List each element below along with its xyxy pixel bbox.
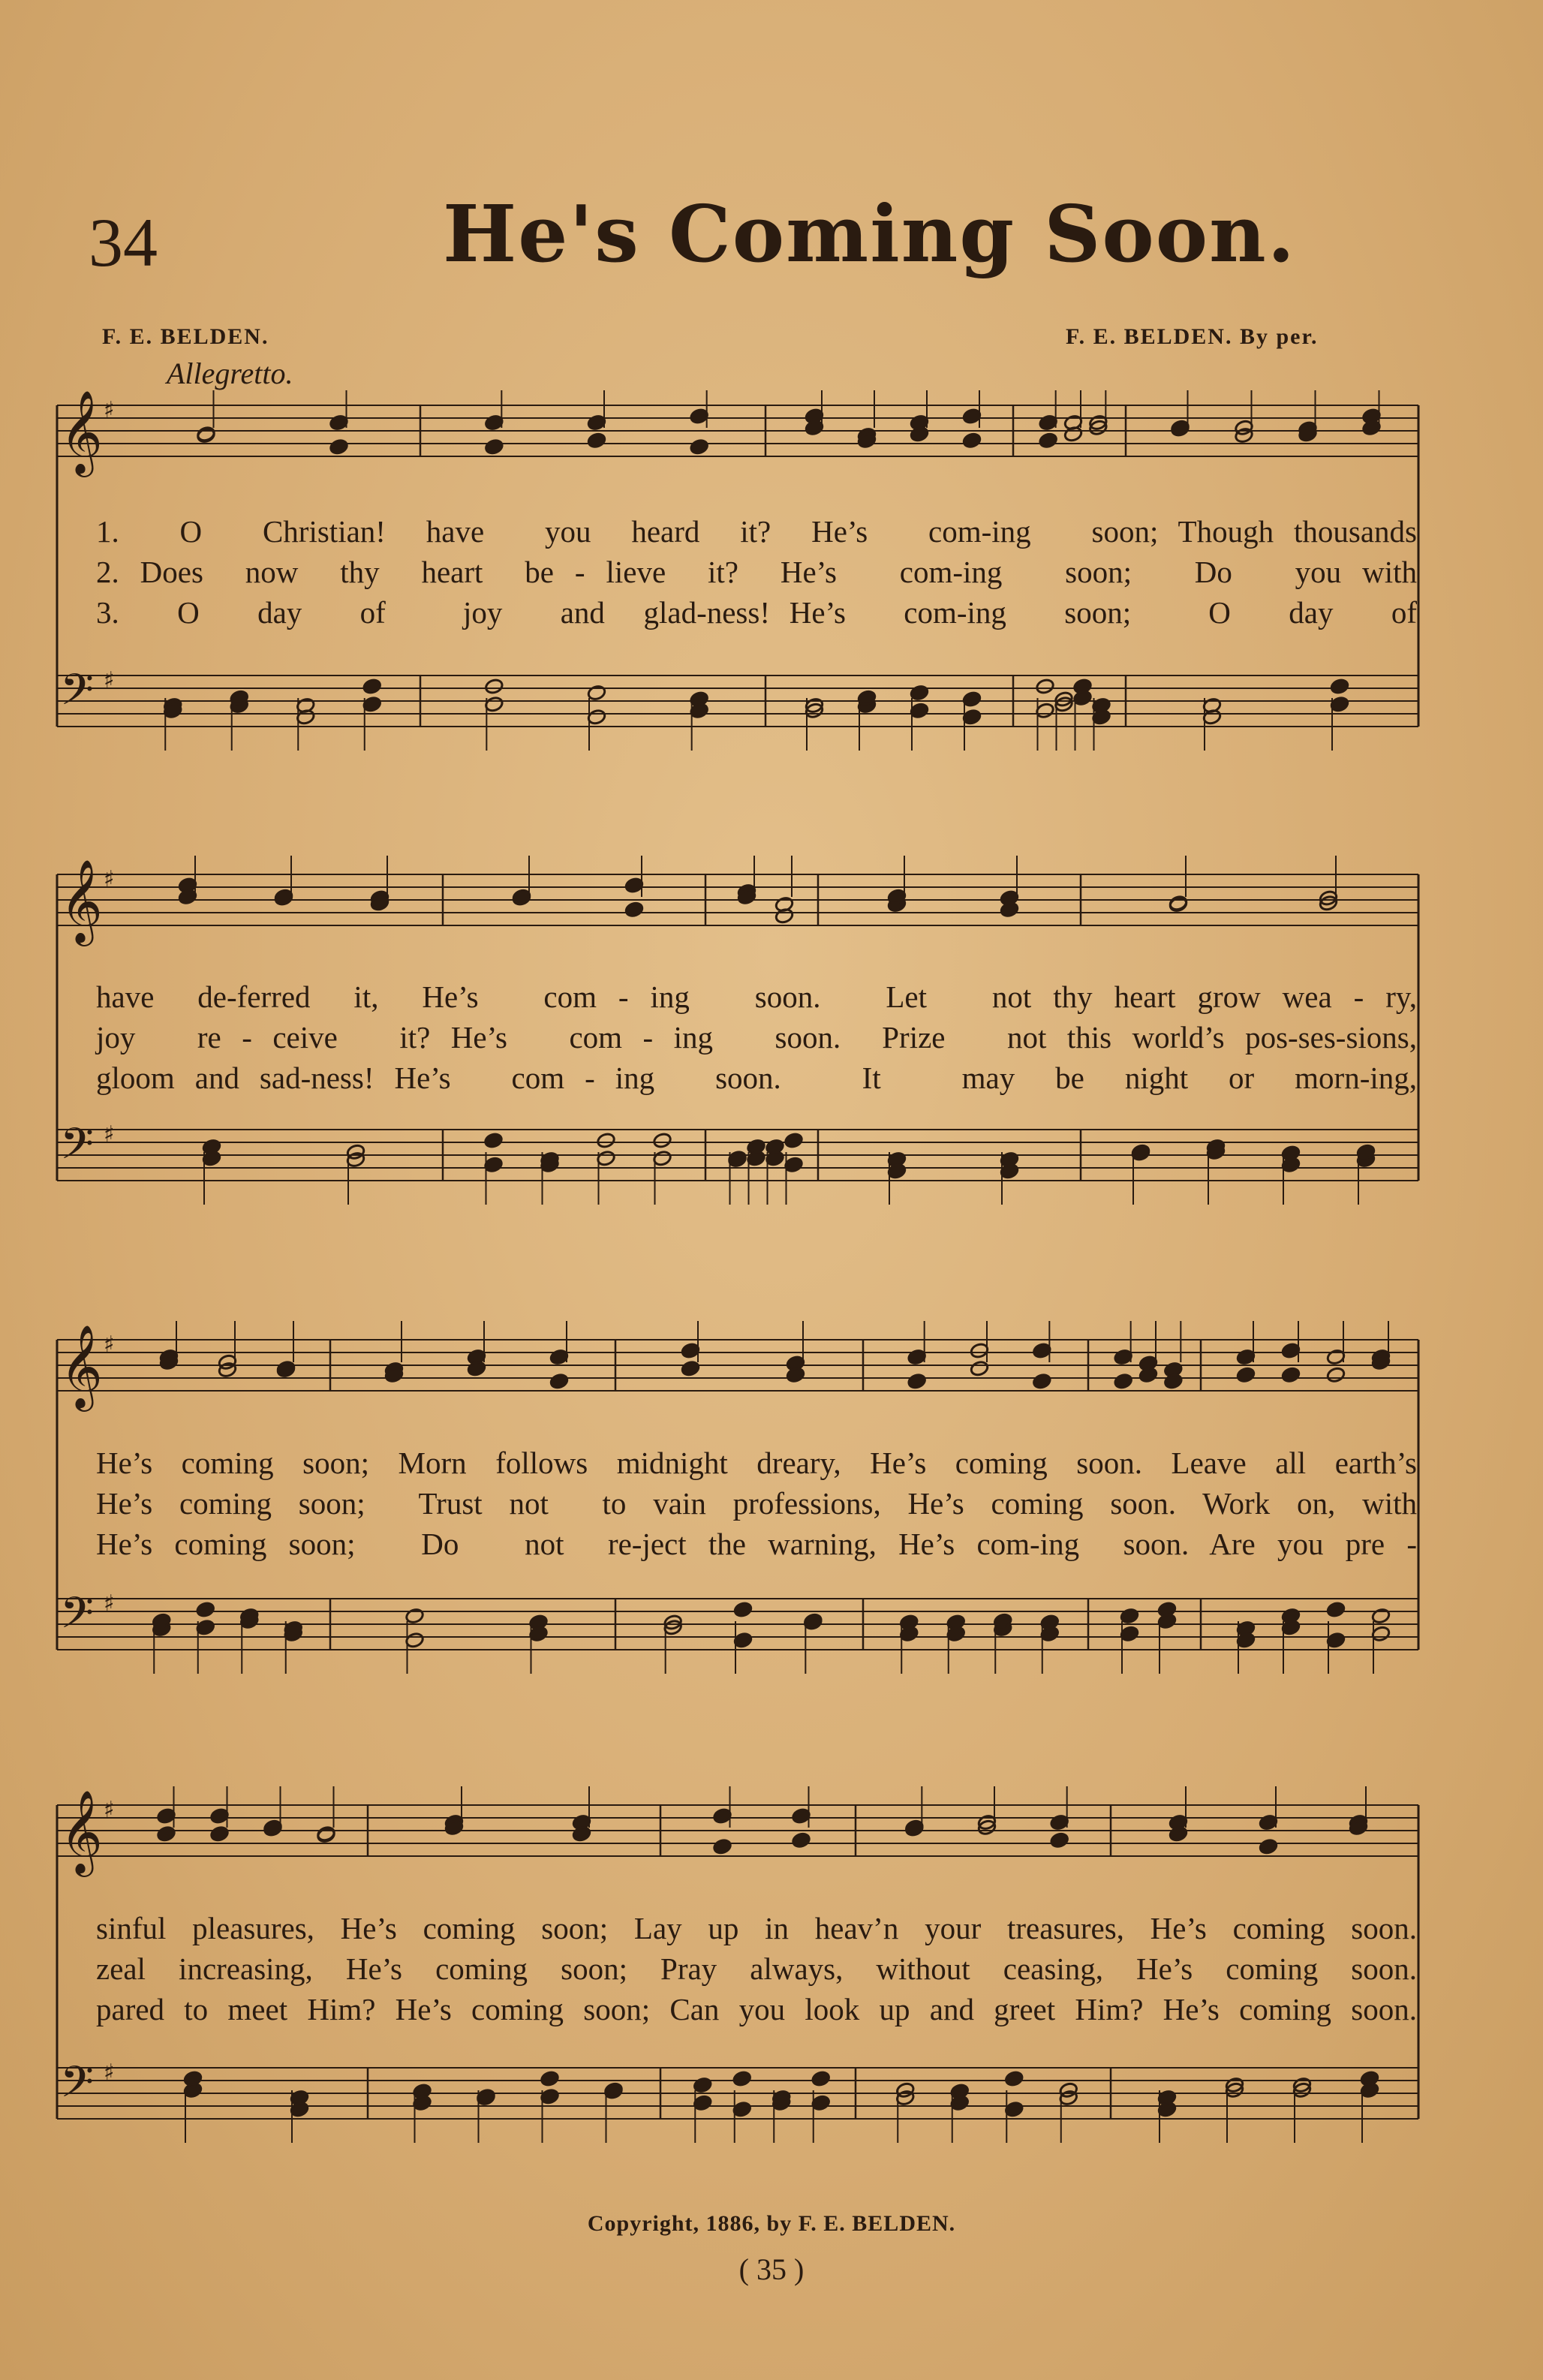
lyric-line: zeal increasing, He’s coming soon; Pray always, without ceasing, He’s coming soon. [96, 1951, 1417, 1986]
bass-clef-icon: 𝄢 [60, 2057, 95, 2118]
note-head [690, 438, 709, 456]
note-head [733, 1601, 753, 1618]
sharp-icon: ♯ [104, 1331, 115, 1358]
note-head [484, 438, 504, 456]
music-credit: F. E. BELDEN. By per. [1066, 324, 1319, 349]
note-head [681, 1360, 700, 1377]
note-head [209, 1825, 229, 1843]
lyric-line: sinful pleasures, He’s coming soon; Lay up in heav’n your treasures, He’s coming soon. [96, 1911, 1417, 1945]
hymn-title: He's Coming Soon. [443, 188, 1296, 280]
note-head [196, 1601, 215, 1618]
note-head [1330, 678, 1349, 695]
note-head [1236, 1367, 1256, 1384]
note-head [596, 1132, 615, 1149]
note-head [784, 1132, 803, 1149]
sharp-icon: ♯ [104, 2060, 115, 2086]
note-head [652, 1132, 672, 1149]
note-head [1032, 1373, 1051, 1390]
bass-clef-icon: 𝄢 [60, 664, 95, 726]
note-head [907, 1373, 927, 1390]
note-head [811, 2070, 831, 2087]
page-footer-number: ( 35 ) [738, 2252, 805, 2286]
note-head [962, 432, 982, 450]
note-head [970, 1360, 989, 1377]
sharp-icon: ♯ [104, 1590, 115, 1617]
note-head [712, 1838, 732, 1855]
note-head [587, 432, 606, 450]
note-head [1035, 678, 1054, 695]
lyric-line: have de-ferred it, He’s com - ing soon. Let not thy heart grow wea - ry, [96, 979, 1417, 1014]
note-head [1004, 2070, 1024, 2087]
lyric-line: 3. O day of joy and glad-ness! He’s com-ing soon; O day of [96, 595, 1417, 630]
sharp-icon: ♯ [104, 397, 115, 423]
lyric-line: 2. Does now thy heart be - lieve it? He’s com-ing soon; Do you with [96, 555, 1417, 589]
note-head [1039, 432, 1058, 450]
sharp-icon: ♯ [104, 1121, 115, 1148]
lyric-line: joy re - ceive it? He’s com - ing soon. Prize not this world’s pos-ses-sions, [96, 1020, 1417, 1055]
treble-clef-icon: 𝄞 [60, 390, 103, 474]
note-head [791, 1832, 811, 1849]
note-head [1326, 1601, 1346, 1618]
note-head [484, 678, 504, 695]
note-head [1326, 1367, 1346, 1384]
copyright-notice: Copyright, 1886, by F. E. BELDEN. [587, 2211, 956, 2236]
treble-clef-icon: 𝄞 [60, 1324, 103, 1408]
music-system-2 [0, 856, 1543, 1246]
treble-clef-icon: 𝄞 [60, 859, 103, 943]
sharp-icon: ♯ [104, 667, 115, 694]
note-head [483, 1132, 503, 1149]
lyric-line: He’s coming soon; Morn follows midnight dreary, He’s coming soon. Leave all earth’s [96, 1446, 1417, 1480]
lyric-line: pared to meet Him? He’s coming soon; Can you look up and greet Him? He’s coming soon. [96, 1992, 1417, 2026]
tempo-marking: Allegretto. [167, 357, 293, 390]
bass-clef-icon: 𝄢 [60, 1118, 95, 1180]
bass-clef-icon: 𝄢 [60, 1587, 95, 1649]
note-head [1259, 1838, 1278, 1855]
lyric-line: gloom and sad-ness! He’s com - ing soon. It may be night or morn-ing, [96, 1061, 1417, 1095]
note-head [156, 1825, 176, 1843]
sharp-icon: ♯ [104, 866, 115, 892]
music-system-3 [0, 1321, 1543, 1711]
note-head [1281, 1367, 1301, 1384]
note-head [1114, 1373, 1133, 1390]
note-head [362, 678, 382, 695]
lyric-line: He’s coming soon; Trust not to vain professions, He’s coming soon. Work on, with [96, 1486, 1417, 1521]
sharp-icon: ♯ [104, 1797, 115, 1823]
note-head [624, 901, 644, 919]
words-credit: F. E. BELDEN. [102, 324, 269, 349]
page-number: 34 [89, 204, 158, 281]
note-head [549, 1373, 569, 1390]
note-head [540, 2070, 559, 2087]
music-system-4 [0, 1786, 1543, 2177]
lyric-line: He’s coming soon; Do not re-ject the warning, He’s com-ing soon. Are you pre - [96, 1527, 1417, 1561]
lyric-line: 1. O Christian! have you heard it? He’s com-ing soon; Though thousands [96, 514, 1417, 549]
note-head [329, 438, 348, 456]
music-system-1 [0, 390, 1543, 781]
note-head [1050, 1832, 1069, 1849]
treble-clef-icon: 𝄞 [60, 1789, 103, 1873]
note-head [732, 2070, 752, 2087]
